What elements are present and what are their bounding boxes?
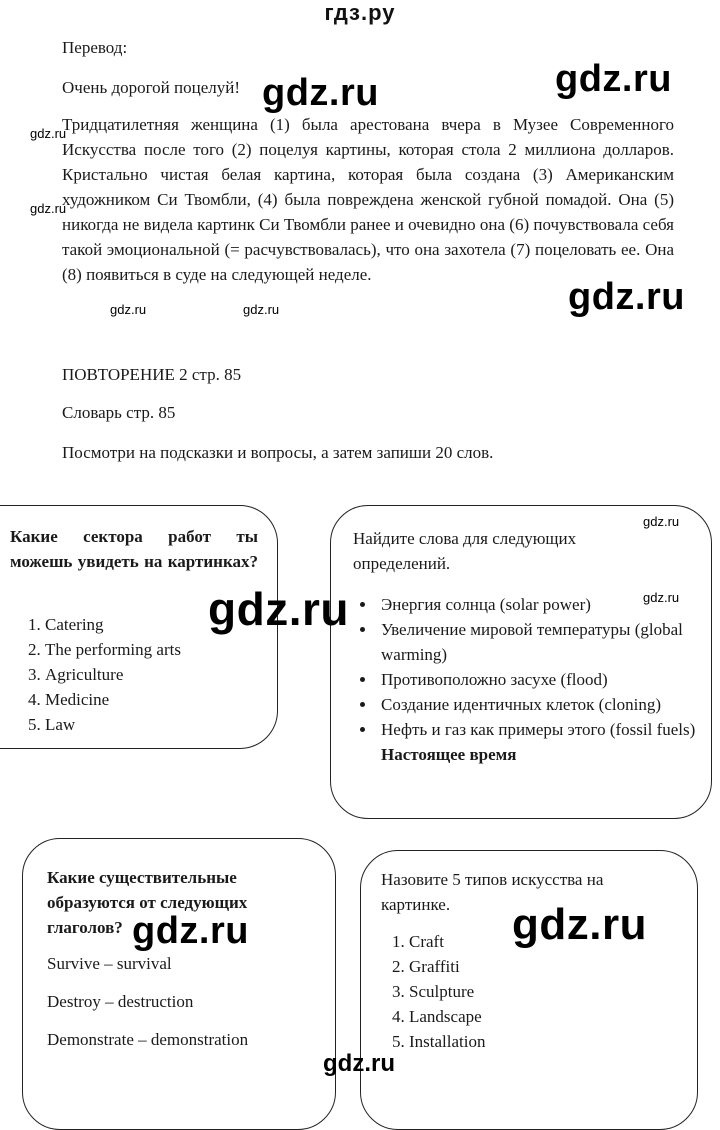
watermark: gdz.ru — [643, 514, 680, 529]
watermark: gdz.ru — [208, 583, 349, 635]
watermark: gdz.ru — [262, 72, 379, 114]
watermark: gdz.ru — [512, 900, 647, 949]
list-item: • Энергия солнца (solar power) — [377, 592, 697, 617]
watermark: gdz.ru — [323, 1050, 395, 1077]
site-header — [0, 0, 720, 26]
definitions-intro: Найдите слова для следующих определений. — [353, 529, 577, 573]
art-types-intro: Назовите 5 типов искусства на картинке. — [381, 870, 604, 914]
list-item: 4. Landscape — [409, 1004, 629, 1029]
definitions-box — [330, 505, 712, 819]
definition-text: Нефть и газ как примеры этого (fossil fuels) — [381, 720, 696, 739]
tense-label: Настоящее время — [381, 745, 517, 764]
nouns-question: Какие существительные образуются от следующих глаголов? — [47, 868, 248, 937]
watermark: gdz.ru — [110, 302, 147, 317]
list-item: • Противоположно засухе (flood) — [377, 667, 697, 692]
list-item: 1. Craft — [409, 929, 629, 954]
list-item: 3. Agriculture — [45, 662, 265, 687]
nouns-pairs — [47, 951, 327, 1065]
verb-noun-pair: Survive – survival — [47, 954, 172, 973]
list-item: 2. Graffiti — [409, 954, 629, 979]
verb-noun-pair: Demonstrate – demonstration — [47, 1030, 249, 1049]
vocab-heading: Словарь стр. 85 — [62, 403, 176, 422]
instruction-text: Посмотри на подсказки и вопросы, а затем запиши 20 слов. — [62, 443, 494, 462]
watermark: gdz.ru — [132, 910, 249, 952]
watermark: gdz.ru — [30, 126, 67, 141]
list-item: 5. Law — [45, 712, 265, 737]
translation-title: Очень дорогой поцелуй! — [62, 78, 241, 97]
verb-noun-pair: Destroy – destruction — [47, 992, 194, 1011]
watermark: gdz.ru — [30, 201, 67, 216]
list-item: • Увеличение мировой температуры (global warming) — [377, 617, 697, 667]
watermark: gdz.ru — [568, 276, 685, 318]
review-heading: ПОВТОРЕНИЕ 2 стр. 85 — [62, 365, 242, 384]
definitions-list — [377, 592, 697, 767]
watermark: gdz.ru — [243, 302, 280, 317]
translation-label: Перевод: — [62, 38, 128, 57]
art-types-box — [360, 850, 698, 1130]
list-item: 5. Installation — [409, 1029, 629, 1054]
list-item: 2. The performing arts — [45, 637, 265, 662]
nouns-box — [22, 838, 336, 1130]
list-item: 4. Medicine — [45, 687, 265, 712]
watermark: gdz.ru — [555, 58, 672, 100]
translation-paragraph: Тридцатилетняя женщина (1) была арестована вчера в Музее Современного Искусства после того (2) поцелуя картины, которая стола 2 миллиона долларов. Кристально чистая белая картина, которая была создана (3) Американским художником Си Твомбли, (4) была повреждена женской губной помадой. Она (5) никогда не видела картинк Си Твомбли ранее и очевидно она (6) почувствовала себя такой эмоциональной (= расчувствовалась), что она захотела (7) поцеловать ее. Она (8) появиться в суде на следующей неделе. — [62, 115, 674, 284]
list-item — [377, 717, 697, 767]
job-sectors-question: Какие сектора работ ты можешь увидеть на картинках? — [10, 527, 258, 571]
site-title: гдз.ру — [324, 0, 396, 25]
watermark: gdz.ru — [643, 590, 680, 605]
list-item: 3. Sculpture — [409, 979, 629, 1004]
list-item: 1. Catering — [45, 612, 265, 637]
list-item: • Создание идентичных клеток (cloning) — [377, 692, 697, 717]
